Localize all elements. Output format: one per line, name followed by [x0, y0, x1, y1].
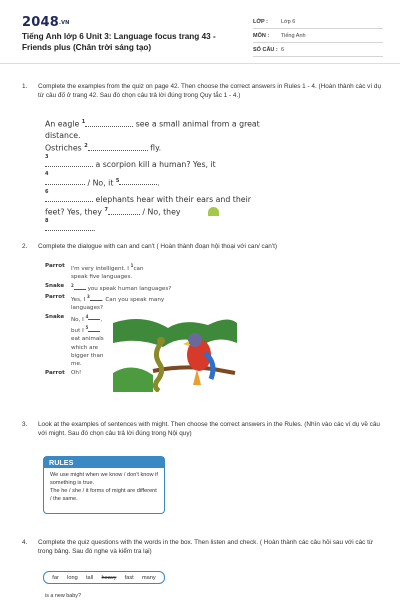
logo-suffix: .VN [58, 20, 70, 26]
answer-blank[interactable] [90, 295, 102, 301]
dialogue-text: you speak human languages? [87, 285, 172, 292]
answer-blank[interactable] [108, 207, 140, 215]
answer-blank[interactable] [85, 119, 133, 127]
ex-text: fly. [150, 144, 162, 153]
site-logo[interactable] [22, 15, 70, 30]
blank-number: 3 [87, 293, 90, 299]
blank-number: 4 [45, 170, 49, 177]
rule-line: The he / she / it forms of might are different / the same. [50, 488, 157, 502]
word-item: tall [86, 574, 94, 581]
exercise-1-examples [45, 117, 260, 235]
question-number: 2. [22, 243, 28, 250]
question-number: 4. [22, 539, 28, 546]
dialogue-text: I'm very intelligent. I [71, 265, 129, 272]
logo-text: 2048 [22, 15, 59, 30]
ex-text: see a small animal from a great distance. [45, 119, 260, 140]
ex-text: An eagle [45, 119, 80, 129]
question-number: 3. [22, 421, 28, 428]
ex-text: / No, they [142, 207, 181, 217]
meta-row-subject [253, 29, 383, 43]
header-divider [0, 63, 400, 64]
dialogue-line [45, 282, 205, 293]
question-number: 1. [22, 83, 28, 90]
question-text: Complete the dialogue with can and can't ( Hoàn thành đoạn hội thoại với can/ can't) [38, 243, 277, 250]
parrot-snake-illustration [113, 313, 237, 392]
meta-table [253, 15, 383, 57]
question-2 [22, 242, 384, 251]
answer-blank[interactable] [85, 324, 100, 332]
blank-number: 4 [85, 313, 89, 319]
parrot-head [188, 333, 202, 347]
blank-number: 1 [130, 263, 134, 268]
blank-number: 6 [45, 188, 49, 195]
ex-text: . [93, 224, 96, 234]
dialogue-text: No, I [71, 316, 84, 323]
meta-value: Lớp 6 [281, 18, 296, 25]
word-item: heavy [101, 574, 117, 581]
speaker-name: Snake [45, 282, 65, 289]
dialogue-text: . Can you speak many languages? [71, 296, 165, 312]
meta-value: Tiếng Anh [281, 32, 306, 39]
answer-blank[interactable] [85, 313, 103, 323]
speaker-name: Parrot [45, 263, 65, 269]
answer-blank[interactable] [74, 284, 86, 290]
blank-number: 1 [81, 119, 86, 125]
question-4 [22, 538, 384, 556]
answer-blank[interactable] [45, 194, 93, 202]
meta-row-count [253, 43, 383, 57]
rules-title: RULES [44, 457, 164, 468]
meta-label: SỐ CÂU : [253, 46, 278, 53]
word-item: many [142, 574, 156, 581]
snake-head [157, 337, 165, 345]
dialogue-text: Oh! [71, 369, 82, 376]
word-box [43, 571, 165, 584]
rules-box [43, 456, 165, 514]
dialogue-text: can speak five languages. [71, 265, 144, 281]
partial-text: is a new baby? [45, 593, 81, 599]
blank-number: 2 [84, 143, 88, 150]
rule-line: We use might when we know / don't know if something is true. [50, 472, 158, 486]
speaker-name: Parrot [45, 369, 65, 376]
meta-value: 6 [281, 46, 285, 53]
answer-blank[interactable] [45, 159, 93, 167]
meta-label: MÔN : [253, 32, 270, 39]
blank-number: 5 [115, 177, 120, 184]
dialogue-text: Yes, I [71, 296, 86, 303]
ex-text: elephants hear with their ears and their feet? Yes, they [45, 194, 251, 217]
dialogue-line [45, 293, 205, 313]
dialogue-line [45, 262, 205, 282]
ex-text: Ostriches [45, 144, 82, 153]
word-item: long [67, 574, 78, 581]
question-text: Look at the examples of sentences with might. Then choose the correct answers in the Rules. (Nhìn vào các ví dụ về câu với might. Sau đó chọn câu trả lời đúng trong Nội quy) [38, 421, 380, 437]
speaker-name: Snake [45, 313, 65, 320]
question-text: Complete the examples from the quiz on page 42. Then choose the correct answers in Rules 1 - 4. (Hoàn thành các ví dụ từ câu đố ở trang 42. Sau đó chọn câu trả lời đúng trong Quy tắc 1 - 4.) [38, 83, 382, 99]
blank-number: 5 [85, 324, 89, 330]
speaker-name: Parrot [45, 293, 65, 300]
word-item: fast [124, 574, 134, 581]
rules-body [44, 468, 164, 506]
blank-number: 8 [45, 218, 49, 225]
answer-blank[interactable] [119, 177, 160, 188]
dialogue-text: but I [71, 327, 84, 334]
question-1 [22, 82, 384, 100]
answer-blank[interactable] [88, 143, 148, 151]
ex-text: . [157, 178, 160, 188]
illustration-svg [113, 313, 237, 392]
blank-number: 3 [45, 154, 49, 161]
question-text: Complete the quiz questions with the words in the box. Then listen and check. ( Hoàn thành các câu hỏi sau với các từ trong bảng. Sau đó nghe và kiểm tra lại) [38, 539, 374, 555]
dialogue-text: eat animals which are bigger than me. [71, 336, 104, 368]
answer-blank[interactable] [45, 177, 85, 185]
page-title: Tiếng Anh lớp 6 Unit 3: Language focus trang 43 - Friends plus (Chân trời sáng tạo) [22, 32, 216, 52]
meta-label: LỚP : [253, 18, 268, 25]
meta-row-class [253, 15, 383, 29]
smiley-icon [208, 207, 219, 216]
word-item: far [52, 574, 59, 581]
dialogue-text: , [100, 316, 103, 323]
ex-text: / No, it [87, 178, 114, 188]
ex-text: a scorpion kill a human? Yes, it [95, 160, 216, 170]
answer-blank[interactable] [45, 223, 96, 234]
question-3 [22, 420, 384, 438]
blank-number: 7 [104, 207, 108, 214]
blank-number: 2 [71, 282, 74, 288]
